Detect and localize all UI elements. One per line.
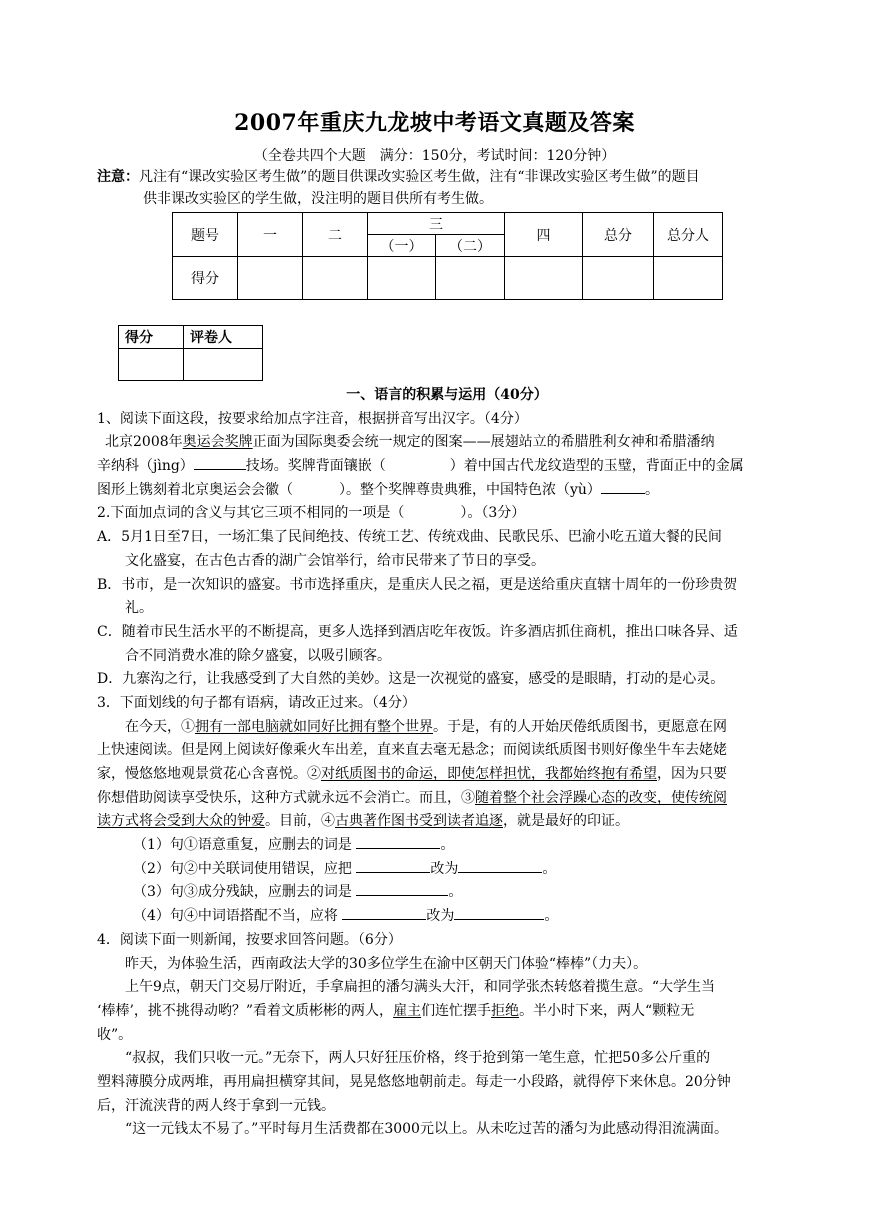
q4-para-2-line-3: 收”。 [97, 1026, 133, 1043]
q1-line-1 [97, 431, 797, 455]
text: ，因为只要 [657, 766, 727, 782]
text: 。 [448, 884, 463, 901]
underlined-text: 拒绝 [491, 1002, 520, 1019]
score-cell [505, 257, 583, 300]
q4-para-2-line-2 [97, 1000, 797, 1024]
answer-blank[interactable] [194, 455, 246, 470]
q2-option-b-cont: 礼。 [125, 600, 153, 617]
underlined-text: 雇主 [393, 1002, 422, 1019]
score-header-4: 四 [505, 213, 583, 257]
underlined-text: 随着整个社会浮躁心态的改变，使传统阅 [475, 789, 727, 806]
q3-sub-4 [97, 905, 797, 929]
text: 家，慢悠悠地观景赏花心含喜悦。② [97, 766, 321, 782]
score-header-number: 题号 [173, 213, 238, 257]
underlined-text: 奥运会奖牌 [182, 434, 253, 451]
q2-stem: 2.下面加点词的含义与其它三项不相同的一项是（ ）。（3分） [97, 505, 526, 522]
answer-blank[interactable] [458, 858, 542, 873]
q4-para-3-line-2: 塑料薄膜分成两堆，再用扁担横穿其间，晃晃悠悠地朝前走。每走一小段路，就得停下来休息。20分钟 [97, 1073, 731, 1090]
q2-option-c: C．随着市民生活水平的不断提高，更多人选择到酒店吃年夜饭。许多酒店抓住商机，推出口味各异、适 [97, 623, 738, 640]
q3-stem: 3．下面划线的句子都有语病，请改正过来。（4分） [97, 694, 416, 711]
text: 。 [440, 837, 455, 854]
page-title: 2007年重庆九龙坡中考语文真题及答案 [234, 110, 635, 136]
text: ‘棒棒’，挑不挑得动哟？”看着文质彬彬的两人， [97, 1002, 394, 1019]
q3-sub-2 [97, 858, 797, 882]
underlined-text: 拥有一部电脑就如同好比拥有整个世界 [195, 718, 433, 735]
text: 你想借助阅读享受快乐，这种方式就永远不会消亡。而且，③ [97, 789, 475, 806]
section-heading: 一、语言的积累与运用（40分） [346, 387, 548, 403]
answer-blank[interactable] [356, 858, 430, 873]
text: 们连忙摆手 [421, 1002, 492, 1019]
q3-para-line-2: 上快速阅读。但是网上阅读好像乘火车出差，直来直去毫无悬念；而阅读纸质图书则好像坐牛车去姥姥 [97, 742, 727, 759]
q3-sub-1 [97, 834, 797, 858]
q1-stem: 1、阅读下面这段，按要求给加点字注音，根据拼音写出汉字。（4分） [97, 410, 528, 427]
exam-note [97, 166, 797, 210]
score-cell [238, 257, 303, 300]
score-header-3a: （一） [368, 235, 436, 257]
text: 。 [644, 481, 659, 498]
score-header-total: 总分 [583, 213, 654, 257]
text: 。半小时下来，两人“颗粒无 [519, 1002, 695, 1019]
note-line-1: 凡注有“课改实验区考生做”的题目供课改实验区考生做，注有“非课改实验区考生做”的题目 [139, 169, 700, 185]
note-line-2: 供非课改实验区的学生做，没注明的题目供所有考生做。 [143, 191, 493, 207]
q4-para-3-line-3: 后，汗流浃背的两人终于拿到一元钱。 [97, 1097, 335, 1114]
q1-line-3 [97, 479, 797, 503]
grader-table [118, 325, 263, 381]
text: ）。整个奖牌尊贵典雅，中国特色浓（yù） [339, 481, 601, 498]
q2-option-a: A．5月1日至7日，一场汇集了民间绝技、传统工艺、传统戏曲、民歌民乐、巴渝小吃五道大餐的民间 [97, 529, 722, 546]
answer-blank[interactable] [356, 834, 440, 849]
text: ，就是最好的印证。 [503, 813, 629, 830]
q4-para-1: 昨天，为体验生活，西南政法大学的30多位学生在渝中区朝天门体验“棒棒”（力夫）。 [125, 955, 648, 972]
score-cell [436, 257, 505, 300]
q3-para-line-1 [97, 716, 797, 740]
text: （1）句①语意重复，应删去的词是 [133, 837, 352, 854]
score-header-2: 二 [303, 213, 368, 257]
underlined-text: 读方式将会受到大众的钟爱 [97, 813, 265, 830]
text: 辛纳科（jìng） [97, 458, 194, 475]
answer-blank[interactable] [601, 479, 645, 494]
q4-stem: 4．阅读下面一则新闻，按要求回答问题。（6分） [97, 931, 402, 948]
score-cell [583, 257, 654, 300]
text: 。 [544, 908, 559, 925]
page-subtitle: （全卷共四个大题 满分：150分，考试时间：120分钟） [253, 148, 616, 164]
text: 图形上镌刻着北京奥运会会徽（ [97, 481, 293, 498]
q4-para-3-line-1: “叔叔，我们只收一元。”无奈下，两人只好狂压价格，终于抢到第一笔生意，忙把50多公斤重的 [125, 1050, 711, 1067]
text: 。于是，有的人开始厌倦纸质图书，更愿意在网 [433, 718, 727, 735]
underlined-text: 对纸质图书的命运，即使怎样担忧，我都始终抱有希望 [321, 766, 657, 782]
text: 。 [542, 860, 557, 877]
text: 技场。奖牌背面镶嵌（ [245, 458, 386, 475]
score-cell [654, 257, 723, 300]
score-header-3: 三 [368, 213, 505, 235]
q2-option-c-cont: 合不同消费水准的除夕盛宴，以吸引顾客。 [125, 647, 391, 664]
text: 。目前，④ [265, 813, 335, 830]
answer-blank[interactable] [454, 905, 544, 920]
answer-blank[interactable] [356, 881, 448, 896]
grader-cell [184, 349, 263, 381]
grader-score-label: 得分 [119, 326, 184, 349]
q2-option-b: B．书市，是一次知识的盛宴。书市选择重庆，是重庆人民之福，更是送给重庆直辖十周年的一份珍贵贺 [97, 576, 738, 593]
note-label: 注意： [97, 169, 139, 185]
score-cell [303, 257, 368, 300]
answer-blank[interactable] [342, 905, 426, 920]
text: （3）句③成分残缺，应删去的词是 [133, 884, 352, 901]
grader-name-label: 评卷人 [184, 326, 263, 349]
text: 改为 [426, 908, 455, 925]
score-header-3b: （二） [436, 235, 505, 257]
underlined-text: 古典著作图书受到读者追逐 [335, 813, 503, 830]
exam-body [97, 384, 797, 1142]
q4-para-4: “这一元钱太不易了。”平时每月生活费都在3000元以上。从未吃过苦的潘匀为此感动得泪流满面。 [125, 1121, 728, 1138]
text: （4）句④中词语搭配不当，应将 [133, 908, 338, 925]
score-cell [368, 257, 436, 300]
q3-para-line-5 [97, 810, 797, 834]
q3-para-line-3 [97, 763, 797, 787]
text: 正面为国际奥委会统一规定的图案——展翅站立的希腊胜利女神和希腊潘纳 [252, 434, 715, 451]
text: ）着中国古代龙纹造型的玉璧，背面正中的金属 [449, 458, 744, 475]
score-table [172, 212, 723, 300]
score-header-1: 一 [238, 213, 303, 257]
q4-para-2-line-1: 上午9点，朝天门交易厅附近，手拿扁担的潘匀满头大汗，和同学张杰转悠着揽生意。“大学生当 [125, 979, 716, 996]
q3-para-line-4 [97, 787, 797, 811]
score-row-label: 得分 [173, 257, 238, 300]
q2-option-a-cont: 文化盛宴，在古色古香的湖广会馆举行，给市民带来了节日的享受。 [125, 552, 545, 569]
text: 改为 [430, 860, 459, 877]
text: 北京2008年 [105, 434, 183, 451]
q2-option-d: D．九寨沟之行，让我感受到了大自然的美妙。这是一次视觉的盛宴，感受的是眼睛，打动的是心灵。 [97, 671, 725, 688]
q3-sub-3 [97, 881, 797, 905]
q1-line-2 [97, 455, 797, 479]
score-header-scorer: 总分人 [654, 213, 723, 257]
grader-cell [119, 349, 184, 381]
text: （2）句②中关联词使用错误，应把 [133, 860, 352, 877]
text: 在今天，① [125, 718, 195, 735]
